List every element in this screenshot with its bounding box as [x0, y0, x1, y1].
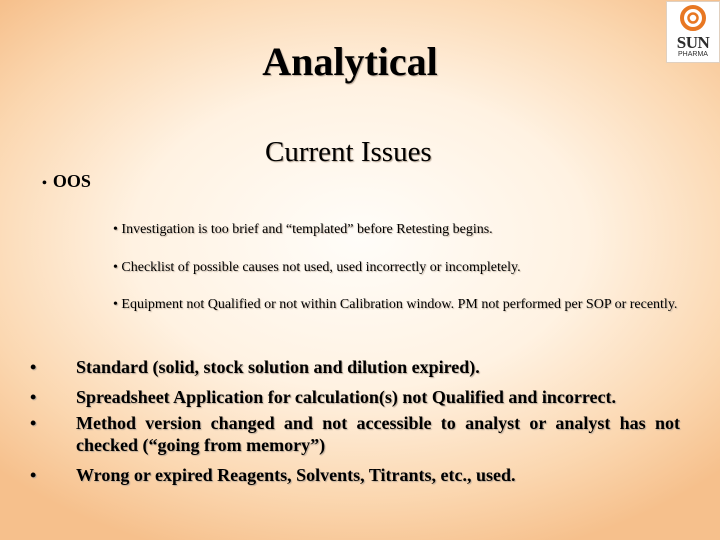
list-item-text: Spreadsheet Application for calculation(s) not Qualified and incorrect.: [76, 387, 617, 407]
logo-tagline: PHARMA: [678, 51, 708, 58]
sun-pharma-logo: [666, 1, 720, 63]
list-item: [30, 386, 680, 408]
bullet-marker: •: [30, 357, 37, 377]
sub-item: • Investigation is too brief and “templated” before Retesting begins.: [113, 222, 493, 237]
bullet-marker: •: [30, 413, 37, 433]
sub-item: • Equipment not Qualified or not within Calibration window. PM not performed per SOP or recently.: [113, 297, 678, 312]
oos-bullet: •: [42, 176, 47, 191]
list-item: [30, 356, 680, 378]
oos-heading: [42, 171, 91, 192]
bullet-marker: •: [30, 387, 37, 407]
sub-item: • Checklist of possible causes not used, used incorrectly or incompletely.: [113, 260, 521, 275]
logo-brand: SUN: [676, 33, 710, 52]
bullet-marker: •: [30, 465, 37, 485]
slide-title: Analytical: [262, 39, 438, 84]
list-item: [30, 412, 680, 456]
list-item-text: Wrong or expired Reagents, Solvents, Titrants, etc., used.: [76, 465, 516, 485]
list-item-text: Standard (solid, stock solution and dilution expired).: [76, 357, 480, 377]
oos-label: OOS: [52, 171, 91, 191]
list-item-text: Method version changed and not accessible to analyst or analyst has not checked (“going from memory”): [76, 413, 680, 455]
slide-subtitle: Current Issues: [265, 136, 432, 168]
list-item: [30, 464, 680, 486]
sun-icon: [680, 4, 706, 32]
